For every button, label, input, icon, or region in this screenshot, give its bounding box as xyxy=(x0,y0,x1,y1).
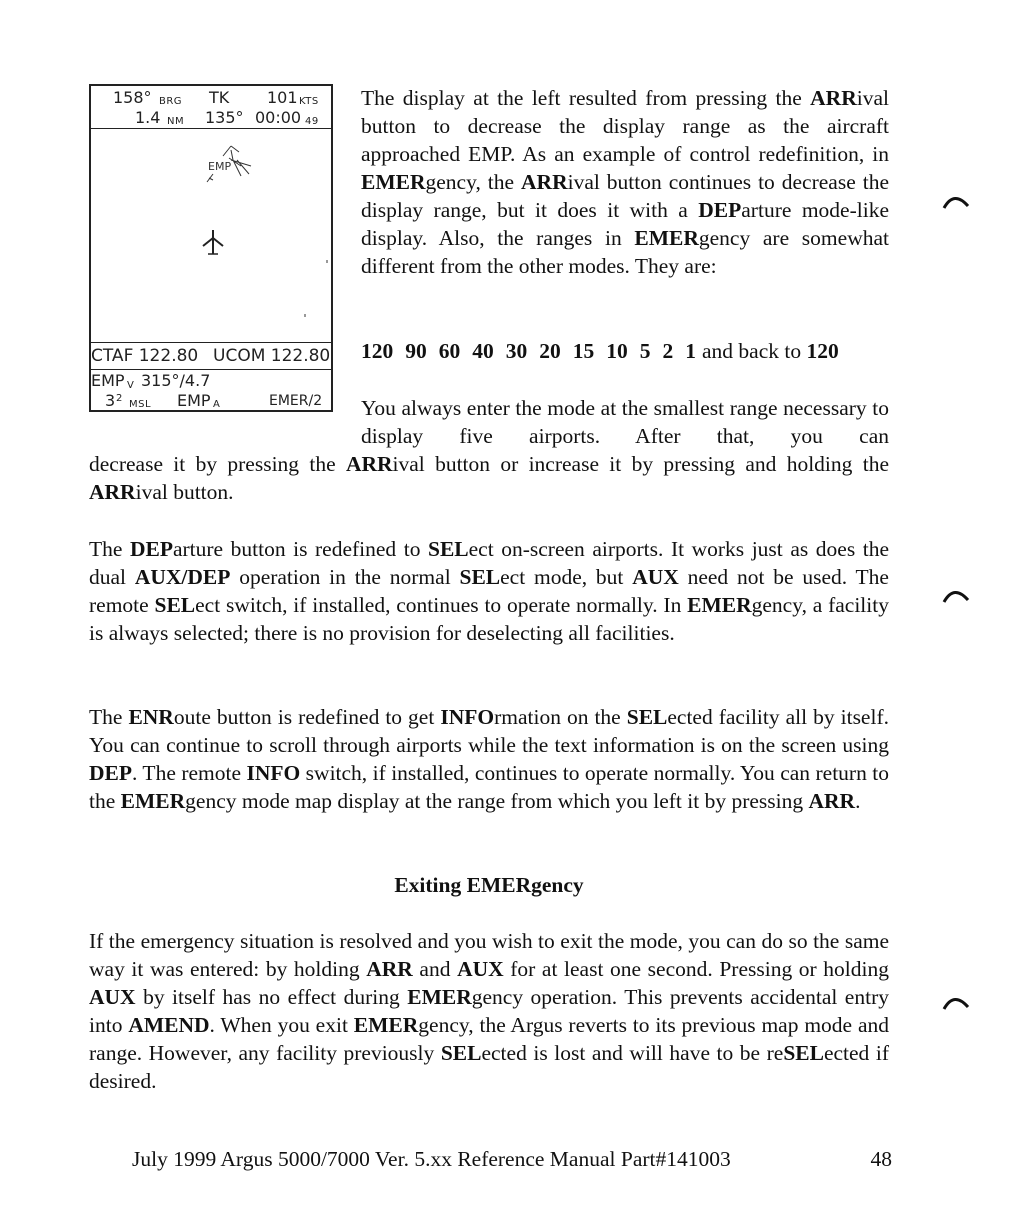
paragraph-range-entry: You always enter the mode at the smallest range necessary to display five airports. After that, you can xyxy=(361,396,889,448)
display-row-5 xyxy=(91,391,331,413)
binder-hole-mark xyxy=(942,192,972,212)
page-number: 48 xyxy=(870,1147,892,1171)
display-row-4 xyxy=(91,371,331,393)
distance-value: 1.4 xyxy=(135,108,161,127)
display-row-1 xyxy=(91,88,331,110)
ctaf-frequency: CTAF 122.80 xyxy=(91,346,199,366)
map-area xyxy=(91,130,331,342)
paragraph-enroute: The ENRoute button is redefined to get INFOrmation on the SELected facility all by itself. You can continue to scroll through airports while the text information is on the screen using DEP. The remote INFO switch, if installed, continues to operate normally. You can return to the EMERgency mode map display at the range from which you left it by pressing ARR. xyxy=(89,705,889,813)
bearing-value: 158° xyxy=(113,88,152,107)
binder-hole-mark xyxy=(942,586,972,606)
waypoint-id-2: EMP xyxy=(177,391,211,410)
device-display xyxy=(89,84,333,412)
time-value: 00:00 xyxy=(255,108,302,127)
section-heading: Exiting EMERgency xyxy=(394,873,584,897)
waypoint-mark: V xyxy=(127,380,135,391)
waypoint-label: EMP xyxy=(208,160,232,173)
ucom-frequency: UCOM 122.80 xyxy=(213,346,331,366)
display-divider-bottom xyxy=(91,342,331,343)
track-value: 135° xyxy=(205,108,244,127)
waypoint-id: EMP xyxy=(91,371,125,390)
bearing-distance: 315°/4.7 xyxy=(141,371,211,390)
paragraph-intro: The display at the left resulted from pressing the ARRival button to decrease the display range as the aircraft approached EMP. As an example of control redefinition, in EMERgency, the ARRival button continues to decrease the display range, but it does it with a DEParture mode-like display. Also, the ranges in EMERgency are somewhat different from the other modes. They are: xyxy=(361,86,889,278)
aircraft-icon xyxy=(203,230,223,254)
page-footer xyxy=(132,1145,892,1173)
paragraph-range-adjust: decrease it by pressing the ARRival button or increase it by pressing and holding the ARRival button. xyxy=(89,452,889,504)
altitude-superscript: 2 xyxy=(116,393,123,404)
track-label: TK xyxy=(209,88,230,107)
display-divider-top xyxy=(91,128,331,129)
binder-hole-mark xyxy=(942,993,972,1013)
distance-unit: NM xyxy=(167,116,185,127)
bearing-unit: BRG xyxy=(159,96,183,107)
display-row-2 xyxy=(91,108,331,130)
display-divider-info xyxy=(91,369,331,370)
altitude-value: 3 xyxy=(105,391,116,410)
mode-indicator: EMER/2 xyxy=(269,393,323,409)
time-seconds: 49 xyxy=(305,116,319,127)
footer-text: July 1999 Argus 5000/7000 Ver. 5.xx Reference Manual Part#141003 xyxy=(132,1147,731,1171)
speed-unit: KTS xyxy=(299,96,319,107)
speed-value: 101 xyxy=(267,88,298,107)
range-list: 120 90 60 40 30 20 15 10 5 2 1 and back to 120 xyxy=(361,339,839,363)
waypoint-mark-2: A xyxy=(213,399,221,410)
altitude-unit: MSL xyxy=(129,399,152,410)
paragraph-departure: The DEParture button is redefined to SELect on-screen airports. It works just as does the dual AUX/DEP operation in the normal SELect mode, but AUX need not be used. The remote SELect switch, if installed, continues to operate normally. In EMERgency, a facility is always selected; there is no provision for deselecting all facilities. xyxy=(89,537,889,645)
display-row-3 xyxy=(91,346,331,368)
paragraph-exit: If the emergency situation is resolved and you wish to exit the mode, you can do so the same way it was entered: by holding ARR and AUX for at least one second. Pressing or holding AUX by itself has no effect during EMERgency operation. This prevents accidental entry into AMEND. When you exit EMERgency, the Argus reverts to its previous map mode and range. However, any facility previously SELected is lost and will have to be reSELected if desired. xyxy=(89,929,890,1093)
